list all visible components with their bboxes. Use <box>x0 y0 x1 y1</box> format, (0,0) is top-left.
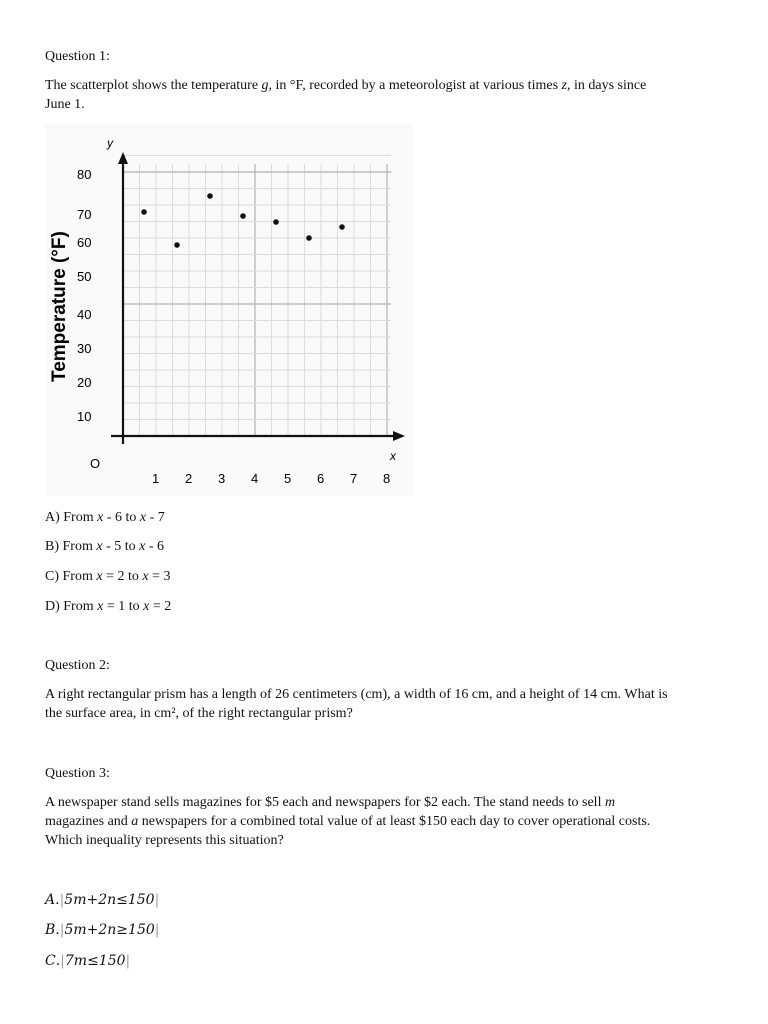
y-tick-label: 10 <box>77 409 92 424</box>
origin-label: O <box>90 456 101 471</box>
scatterplot-figure <box>45 124 413 496</box>
q1-option-b[interactable]: B) From x - 5 to x - 6 <box>45 539 165 554</box>
data-point <box>174 242 180 248</box>
data-point <box>339 224 345 230</box>
y-tick-label: 60 <box>77 235 92 250</box>
q3-option-a-expression: 5m+2n≤150 <box>64 892 155 908</box>
y-tick-label: 70 <box>77 207 92 222</box>
x-tick-label: 4 <box>251 471 259 486</box>
x-tick-label: 6 <box>317 471 325 486</box>
q1-option-d[interactable]: D) From x = 1 to x = 2 <box>45 599 172 614</box>
data-point <box>306 235 312 241</box>
q2-stem: A right rectangular prism has a length of 26 centimeters (cm), a width of 16 cm, and a height of 14 cm. What is the surface area, in cm², of the right rectangular prism? <box>45 687 668 721</box>
y-tick-label: 20 <box>77 375 92 390</box>
x-axis-variable: x <box>390 449 396 463</box>
q3-option-a[interactable]: A.|5m+2n≤150| <box>45 892 160 908</box>
data-point <box>273 219 279 225</box>
q1-option-c[interactable]: C) From x = 2 to x = 3 <box>45 569 171 584</box>
x-tick-label: 2 <box>185 471 193 486</box>
y-tick-label: 30 <box>77 341 92 356</box>
q1-option-a[interactable]: A) From x - 6 to x - 7 <box>45 510 165 525</box>
y-tick-label: 40 <box>77 307 92 322</box>
scatterplot-chart <box>45 124 413 496</box>
data-point <box>141 209 147 215</box>
y-tick-label: 50 <box>77 269 92 284</box>
y-tick-label: 80 <box>77 167 92 182</box>
x-tick-label: 8 <box>383 471 391 486</box>
x-tick-label: 3 <box>218 471 226 486</box>
data-point <box>207 193 213 199</box>
q3-stem: A newspaper stand sells magazines for $5 each and newspapers for $2 each. The stand needs to sell m magazines and a newspapers for a combined total value of at least $150 each day to cover operational costs. Which inequality represents this situation? <box>45 795 651 848</box>
chart-background <box>45 124 413 496</box>
x-tick-label: 7 <box>350 471 358 486</box>
q2-label: Question 2: <box>45 658 110 673</box>
x-tick-label: 5 <box>284 471 292 486</box>
q3-option-b-expression: 5m+2n≥150 <box>64 922 155 938</box>
q3-option-c-expression: 7m≤150 <box>64 953 126 969</box>
q3-option-b[interactable]: B.|5m+2n≥150| <box>45 922 160 938</box>
q1-label: Question 1: <box>45 49 110 64</box>
q1-stem: The scatterplot shows the temperature g, in °F, recorded by a meteorologist at various times z, in days since June 1. <box>45 78 647 112</box>
x-tick-label: 1 <box>152 471 160 486</box>
q3-label: Question 3: <box>45 766 110 781</box>
y-axis-variable: y <box>107 136 113 150</box>
data-point <box>240 213 246 219</box>
y-axis-title: Temperature (°F) <box>49 231 70 382</box>
q3-option-c[interactable]: C.|7m≤150| <box>45 953 131 969</box>
